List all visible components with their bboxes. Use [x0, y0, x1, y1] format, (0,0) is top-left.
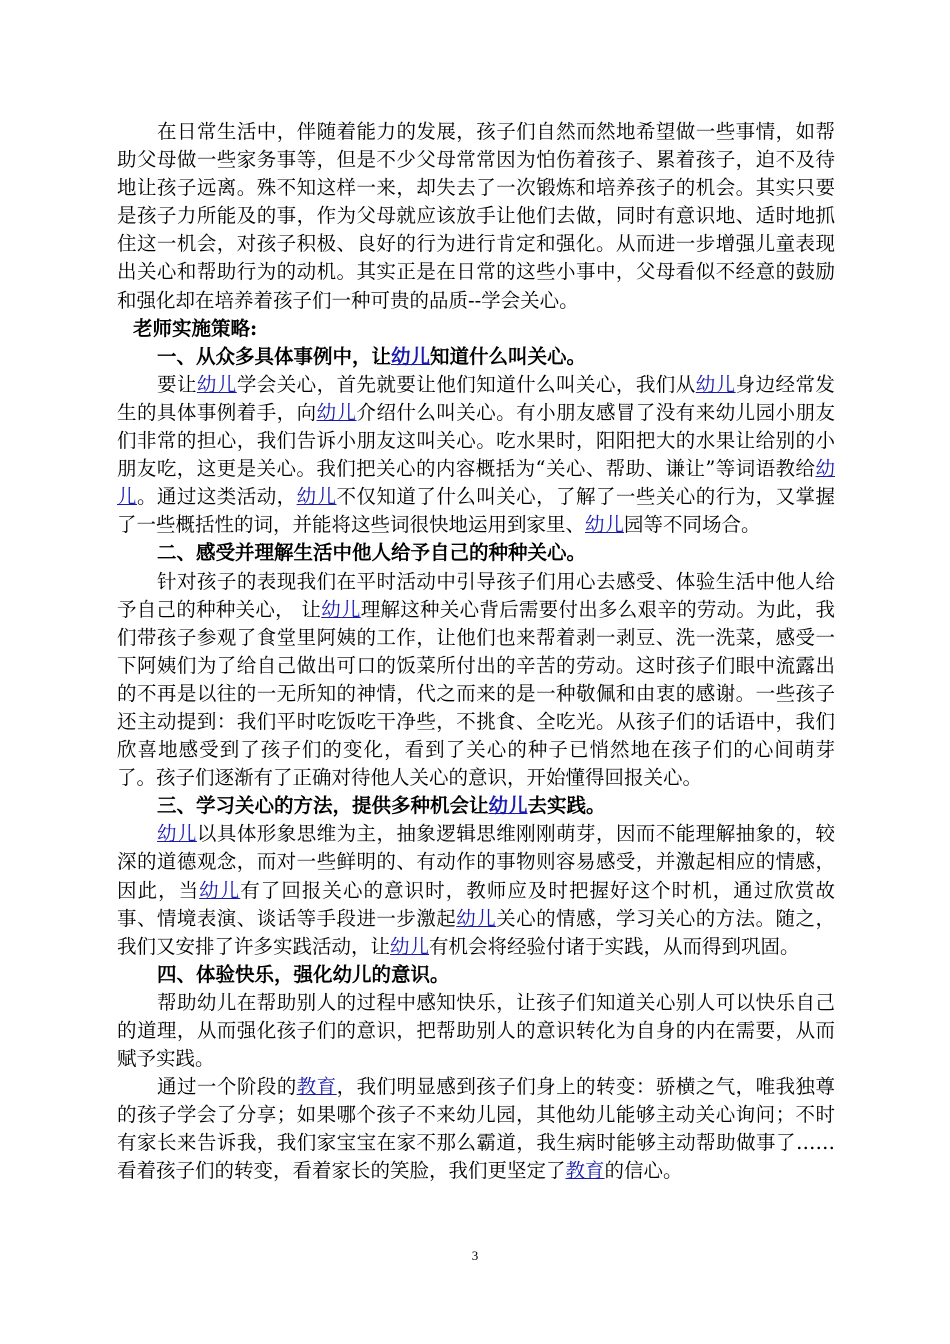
keyword-link[interactable]: 幼儿 — [695, 372, 736, 396]
section-3-paragraph: 幼儿以具体形象思维为主，抽象逻辑思维刚刚萌芽，因而不能理解抽象的，较深的道德观念，而对一些鲜明的、有动作的事物则容易感受，并激起相应的情感，因此，当幼儿有了回报关心的意识时，教师应及时把握好这个时机，通过欣赏故事、情境表演、谈话等手段进一步激起幼儿关心的情感，学习关心的方法。随之，我们又安排了许多实践活动，让幼儿有机会将经验付诸于实践，从而得到巩固。 — [117, 822, 835, 958]
closing-paragraph: 通过一个阶段的教育，我们明显感到孩子们身上的转变：骄横之气，唯我独尊的孩子学会了分享；如果哪个孩子不来幼儿园，其他幼儿能够主动关心询问；不时有家长来告诉我，我们家宝宝在家不那么霸道，我生病时能够主动帮助做事了…… 看着孩子们的转变，看着家长的笑脸，我们更坚定了教育的信心。 — [117, 1075, 835, 1183]
keyword-link[interactable]: 幼儿 — [117, 457, 835, 509]
section-1-paragraph: 要让幼儿学会关心，首先就要让他们知道什么叫关心，我们从幼儿身边经常发生的具体事例着手，向幼儿介绍什么叫关心。有小朋友感冒了没有来幼儿园小朋友们非常的担心，我们告诉小朋友这叫关心。吃水果时，阳阳把大的水果让给别的小朋友吃，这更是关心。我们把关心的内容概括为“关心、帮助、谦让”等词语教给幼儿。通过这类活动，幼儿不仅知道了什么叫关心，了解了一些关心的行为，又掌握了一些概括性的词，并能将这些词很快地运用到家里、幼儿园等不同场合。 — [117, 372, 835, 537]
keyword-link[interactable]: 教育 — [565, 1159, 605, 1183]
section-4-heading: 四、体验快乐，强化幼儿的意识。 — [157, 962, 450, 986]
keyword-link[interactable]: 幼儿 — [390, 934, 430, 958]
keyword-link[interactable]: 幼儿 — [585, 513, 625, 537]
intro-paragraph: 在日常生活中，伴随着能力的发展，孩子们自然而然地希望做一些事情，如帮助父母做一些家务事等，但是不少父母常常因为怕伤着孩子、累着孩子，迫不及待地让孩子远离。殊不知这样一来，却失去了一次锻炼和培养孩子的机会。其实只要是孩子力所能及的事，作为父母就应该放手让他们去做，同时有意识地、适时地抓住这一机会，对孩子积极、良好的行为进行肯定和强化。从而进一步增强儿童表现出关心和帮助行为的动机。其实正是在日常的这些小事中，父母看似不经意的鼓励和强化却在培养着孩子们一种可贵的品质--学会关心。 — [117, 120, 835, 312]
page-number: 3 — [471, 1248, 479, 1263]
section-3-heading: 三、学习关心的方法，提供多种机会让幼儿去实践。 — [157, 794, 606, 818]
keyword-link[interactable]: 幼儿 — [196, 372, 237, 396]
section-1-heading: 一、从众多具体事例中，让幼儿知道什么叫关心。 — [157, 344, 587, 368]
section-4-paragraph: 帮助幼儿在帮助别人的过程中感知快乐，让孩子们知道关心别人可以快乐自己的道理，从而强化孩子们的意识，把帮助别人的意识转化为自身的内在需要，从而赋予实践。 — [117, 990, 835, 1071]
document-body — [117, 118, 835, 1186]
section-2-heading: 二、感受并理解生活中他人给予自己的种种关心。 — [157, 541, 587, 565]
keyword-link[interactable]: 幼儿 — [488, 794, 528, 818]
keyword-link[interactable]: 幼儿 — [456, 906, 497, 930]
keyword-link[interactable]: 教育 — [296, 1075, 337, 1099]
section-2-paragraph: 针对孩子的表现我们在平时活动中引导孩子们用心去感受、体验生活中他人给予自己的种种关心， 让幼儿理解这种关心背后需要付出多么艰辛的劳动。为此，我们带孩子参观了食堂里阿姨的工作，让他们也来帮着剥一剥豆、洗一洗菜，感受一下阿姨们为了给自己做出可口的饭菜所付出的辛苦的劳动。这时孩子们眼中流露出的不再是以往的一无所知的神情，代之而来的是一种敬佩和由衷的感谢。一些孩子还主动提到：我们平时吃饭吃干净些，不挑食、全吃光。从孩子们的话语中，我们欣喜地感受到了孩子们的变化，看到了关心的种子已悄然地在孩子们的心间萌芽了。孩子们逐渐有了正确对待他人关心的意识，开始懂得回报关心。 — [117, 569, 835, 790]
keyword-link[interactable]: 幼儿 — [296, 485, 337, 509]
keyword-link[interactable]: 幼儿 — [391, 344, 431, 368]
keyword-link[interactable]: 幼儿 — [157, 822, 197, 846]
keyword-link[interactable]: 幼儿 — [321, 597, 361, 621]
keyword-link[interactable]: 幼儿 — [316, 400, 357, 424]
keyword-link[interactable]: 幼儿 — [199, 878, 241, 902]
strategy-heading: 老师实施策略: — [133, 316, 258, 340]
